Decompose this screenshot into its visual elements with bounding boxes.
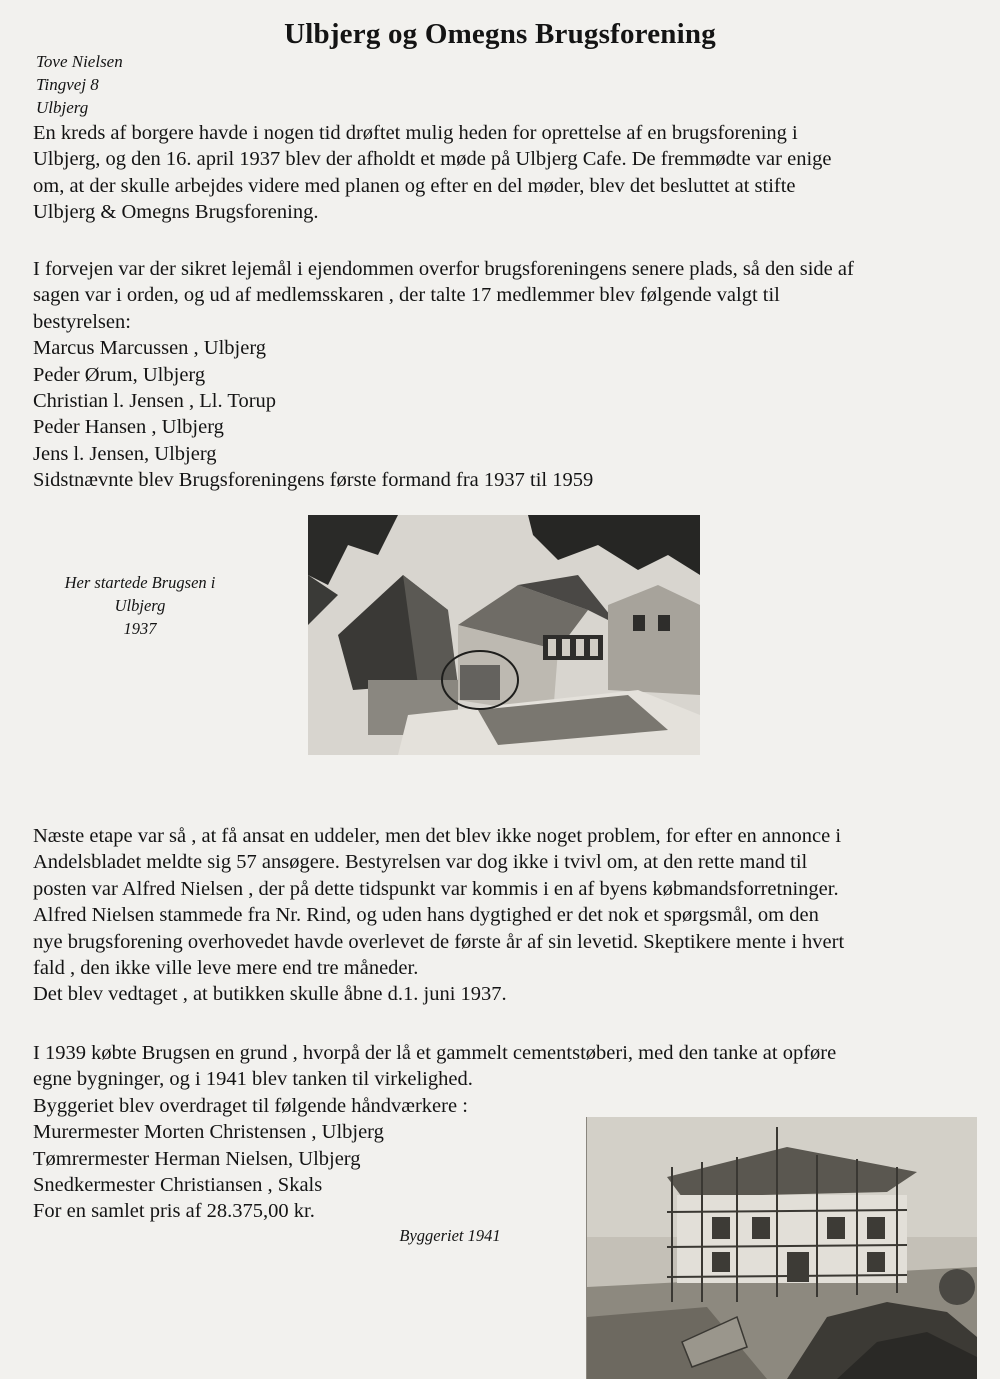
board-member: Christian l. Jensen , Ll. Torup [33, 390, 277, 413]
paragraph-line: Sidstnævnte blev Brugsforeningens første formand fra 1937 til 1959 [33, 469, 594, 492]
paragraph-line: Alfred Nielsen stammede fra Nr. Rind, og uden hans dygtighed er det nok et spørgsmål, om den [33, 904, 819, 927]
page-title: Ulbjerg og Omegns Brugsforening [284, 18, 716, 50]
price-line: For en samlet pris af 28.375,00 kr. [33, 1200, 315, 1223]
manager-paragraph [33, 823, 981, 1008]
paragraph-line: I 1939 købte Brugsen en grund , hvorpå der lå et gammelt cementstøberi, med den tanke at opføre [33, 1042, 837, 1064]
intro-paragraph [33, 120, 981, 226]
craftsman-line: Snedkermester Christiansen , Skals [33, 1174, 323, 1197]
author-town: Ulbjerg [36, 98, 89, 117]
board-member: Peder Hansen , Ulbjerg [33, 416, 224, 439]
paragraph-line: Ulbjerg & Omegns Brugsforening. [33, 201, 319, 224]
paragraph-line: sagen var i orden, og ud af medlemsskaren , der talte 17 medlemmer blev følgende valgt til [33, 284, 780, 307]
caption-line: 1937 [123, 619, 157, 638]
author-street: Tingvej 8 [36, 75, 99, 94]
paragraph-line: Byggeriet blev overdraget til følgende håndværkere : [33, 1094, 468, 1117]
board-member: Peder Ørum, Ulbjerg [33, 363, 206, 386]
paragraph-line: bestyrelsen: [33, 310, 131, 333]
craftsman-line: Tømrermester Herman Nielsen, Ulbjerg [33, 1147, 361, 1170]
paragraph-line: I forvejen var der sikret lejemål i ejendommen overfor brugsforeningens senere plads, så den side af [33, 258, 854, 280]
paragraph-line: Næste etape var så , at få ansat en uddeler, men det blev ikke noget problem, for efter en annonce i [33, 825, 842, 847]
board-paragraph [33, 256, 981, 494]
photo-caption-1937 [40, 571, 240, 640]
paragraph-line: Andelsbladet meldte sig 57 ansøgere. Bestyrelsen var dog ikke i tvivl om, at den rette mand til [33, 851, 808, 874]
paragraph-line: egne bygninger, og i 1941 blev tanken til virkelighed. [33, 1068, 473, 1091]
board-member: Marcus Marcussen , Ulbjerg [33, 337, 267, 360]
photo-caption-1941: Byggeriet 1941 [399, 1226, 501, 1245]
paragraph-line: nye brugsforening overhovedet havde overlevet de første år af sin levetid. Skeptikere mente i hvert [33, 930, 845, 953]
paragraph-line: om, at der skulle arbejdes videre med planen og efter en del møder, blev det besluttet at stifte [33, 174, 796, 197]
paragraph-line: Ulbjerg, og den 16. april 1937 blev der afholdt et møde på Ulbjerg Cafe. De fremmødte var enige [33, 148, 832, 171]
craftsman-line: Murermester Morten Christensen , Ulbjerg [33, 1121, 384, 1144]
paragraph-line: fald , den ikke ville leve mere end tre måneder. [33, 957, 419, 980]
paragraph-line: Det blev vedtaget , at butikken skulle åbne d.1. juni 1937. [33, 983, 507, 1006]
construction-photo [586, 1117, 977, 1379]
author-name: Tove Nielsen [36, 52, 123, 71]
caption-line: Ulbjerg [114, 596, 166, 615]
caption-line: Her startede Brugsen i [64, 573, 216, 592]
author-block [36, 50, 123, 119]
board-member: Jens l. Jensen, Ulbjerg [33, 442, 217, 465]
first-store-photo [308, 515, 700, 755]
paragraph-line: posten var Alfred Nielsen , der på dette tidspunkt var kommis i en af byens købmandsforretninger. [33, 877, 839, 900]
paragraph-line: En kreds af borgere havde i nogen tid drøftet mulig heden for oprettelse af en brugsforening i [33, 122, 798, 144]
